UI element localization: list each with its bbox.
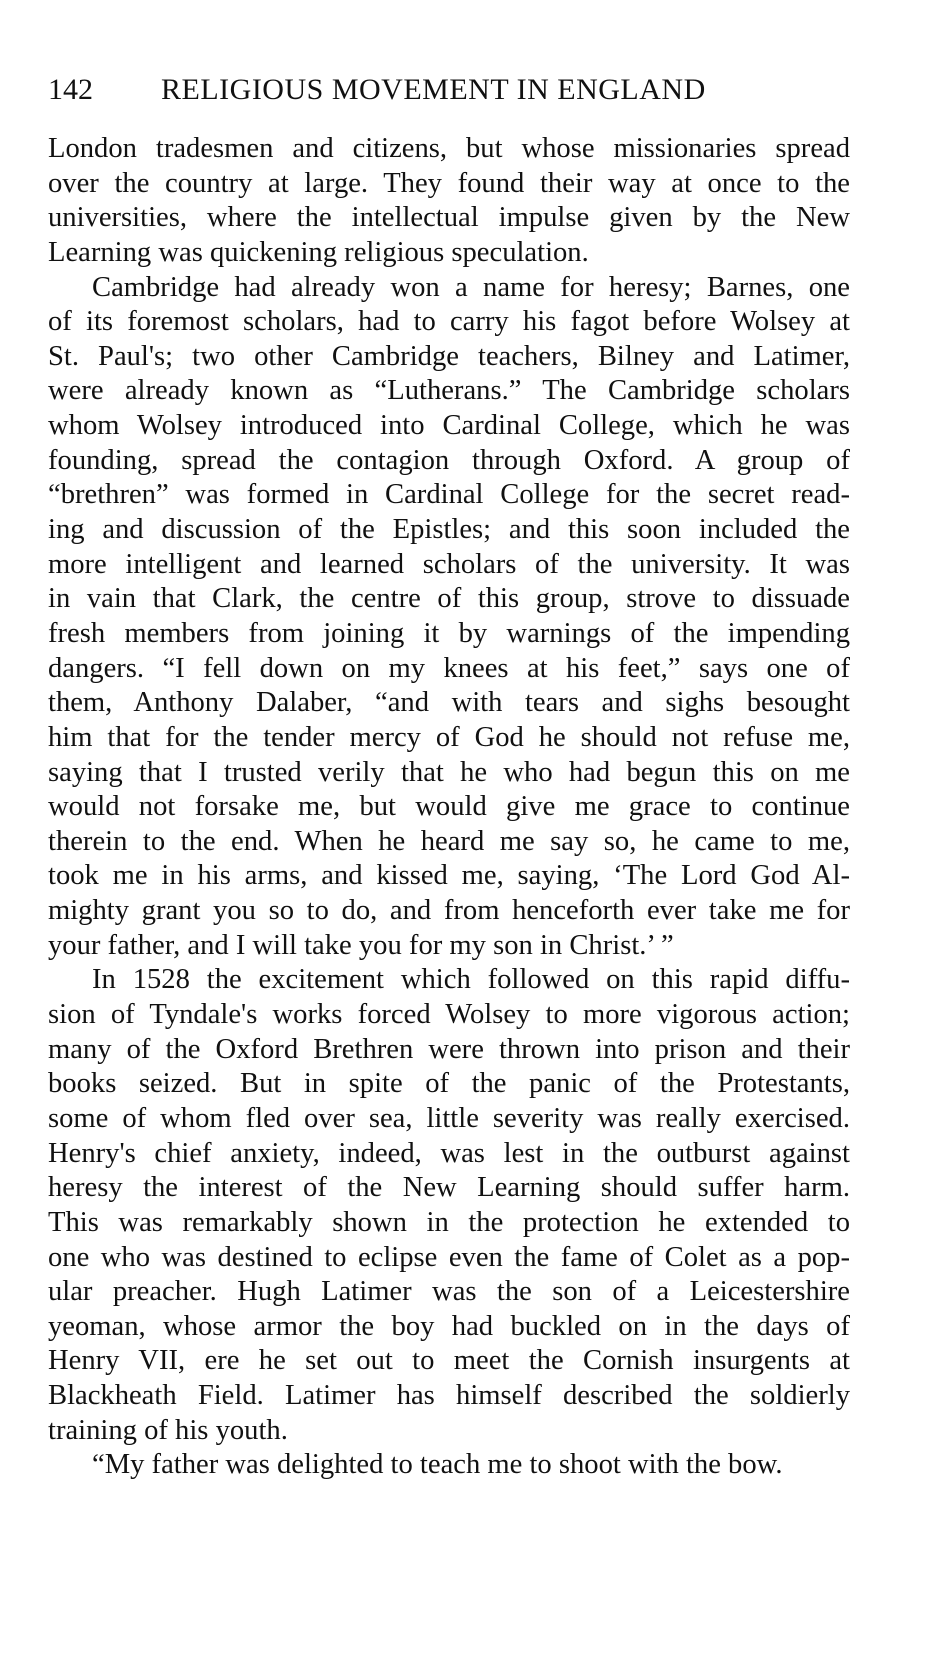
text-line: ular preacher. Hugh Latimer was the son of a Leicestershire [48,1276,850,1308]
running-title: RELIGIOUS MOVEMENT IN ENGLAND [161,73,706,106]
text-line: fresh members from joining it by warnings of the impending [48,617,850,649]
text-line: “brethren” was formed in Cardinal College for the secret read- [48,479,850,511]
page-number: 142 [48,73,93,106]
body-text [48,132,850,1483]
text-line: took me in his arms, and kissed me, saying, ‘The Lord God Al- [48,860,850,892]
text-line: St. Paul's; two other Cambridge teachers, Bilney and Latimer, [48,340,850,372]
text-line: training of his youth. [48,1414,288,1446]
text-line: books seized. But in spite of the panic of the Protestants, [48,1068,850,1100]
paragraph [48,1448,850,1483]
text-line: were already known as “Lutherans.” The Cambridge scholars [48,375,850,407]
text-line: saying that I trusted verily that he who had begun this on me [48,756,850,788]
text-line: Cambridge had already won a name for heresy; Barnes, one [92,271,850,303]
text-line: This was remarkably shown in the protection he extended to [48,1206,850,1238]
text-line: one who was destined to eclipse even the fame of Colet as a pop- [48,1241,850,1273]
text-line: universities, where the intellectual impulse given by the New [48,202,850,234]
text-line: more intelligent and learned scholars of the university. It was [48,548,850,580]
text-line: therein to the end. When he heard me say so, he came to me, [48,825,850,857]
paragraph [48,271,850,964]
text-line: yeoman, whose armor the boy had buckled on in the days of [48,1310,850,1342]
text-line: sion of Tyndale's works forced Wolsey to more vigorous action; [48,999,850,1031]
text-line: him that for the tender mercy of God he should not refuse me, [48,721,850,753]
text-line: some of whom fled over sea, little severity was really exercised. [48,1102,850,1134]
text-line: dangers. “I fell down on my knees at his feet,” says one of [48,652,850,684]
text-line: would not forsake me, but would give me grace to continue [48,791,850,823]
text-line: mighty grant you so to do, and from henceforth ever take me for [48,895,850,927]
text-line: London tradesmen and citizens, but whose missionaries spread [48,133,850,164]
paragraph [48,132,850,271]
running-head [48,68,908,112]
paragraph [48,963,850,1448]
text-line: many of the Oxford Brethren were thrown into prison and their [48,1033,850,1065]
text-line: “My father was delighted to teach me to shoot with the bow. [92,1449,783,1481]
text-line: them, Anthony Dalaber, “and with tears and sighs besought [48,687,850,719]
text-line: Henry's chief anxiety, indeed, was lest in the outburst against [48,1137,850,1169]
text-line: of its foremost scholars, had to carry his fagot before Wolsey at [48,306,850,338]
text-line: Henry VII, ere he set out to meet the Cornish insurgents at [48,1345,850,1377]
text-line: whom Wolsey introduced into Cardinal College, which he was [48,410,850,442]
text-line: Learning was quickening religious speculation. [48,236,589,268]
text-line: ing and discussion of the Epistles; and this soon included the [48,514,850,546]
text-line: founding, spread the contagion through Oxford. A group of [48,444,850,476]
text-line: your father, and I will take you for my son in Christ.’ ” [48,929,674,961]
text-line: in vain that Clark, the centre of this group, strove to dissuade [48,583,850,615]
text-line: Blackheath Field. Latimer has himself described the soldierly [48,1380,850,1412]
text-line: over the country at large. They found their way at once to the [48,167,850,199]
text-line: heresy the interest of the New Learning should suffer harm. [48,1172,850,1204]
text-line: In 1528 the excitement which followed on this rapid diffu- [92,964,850,996]
